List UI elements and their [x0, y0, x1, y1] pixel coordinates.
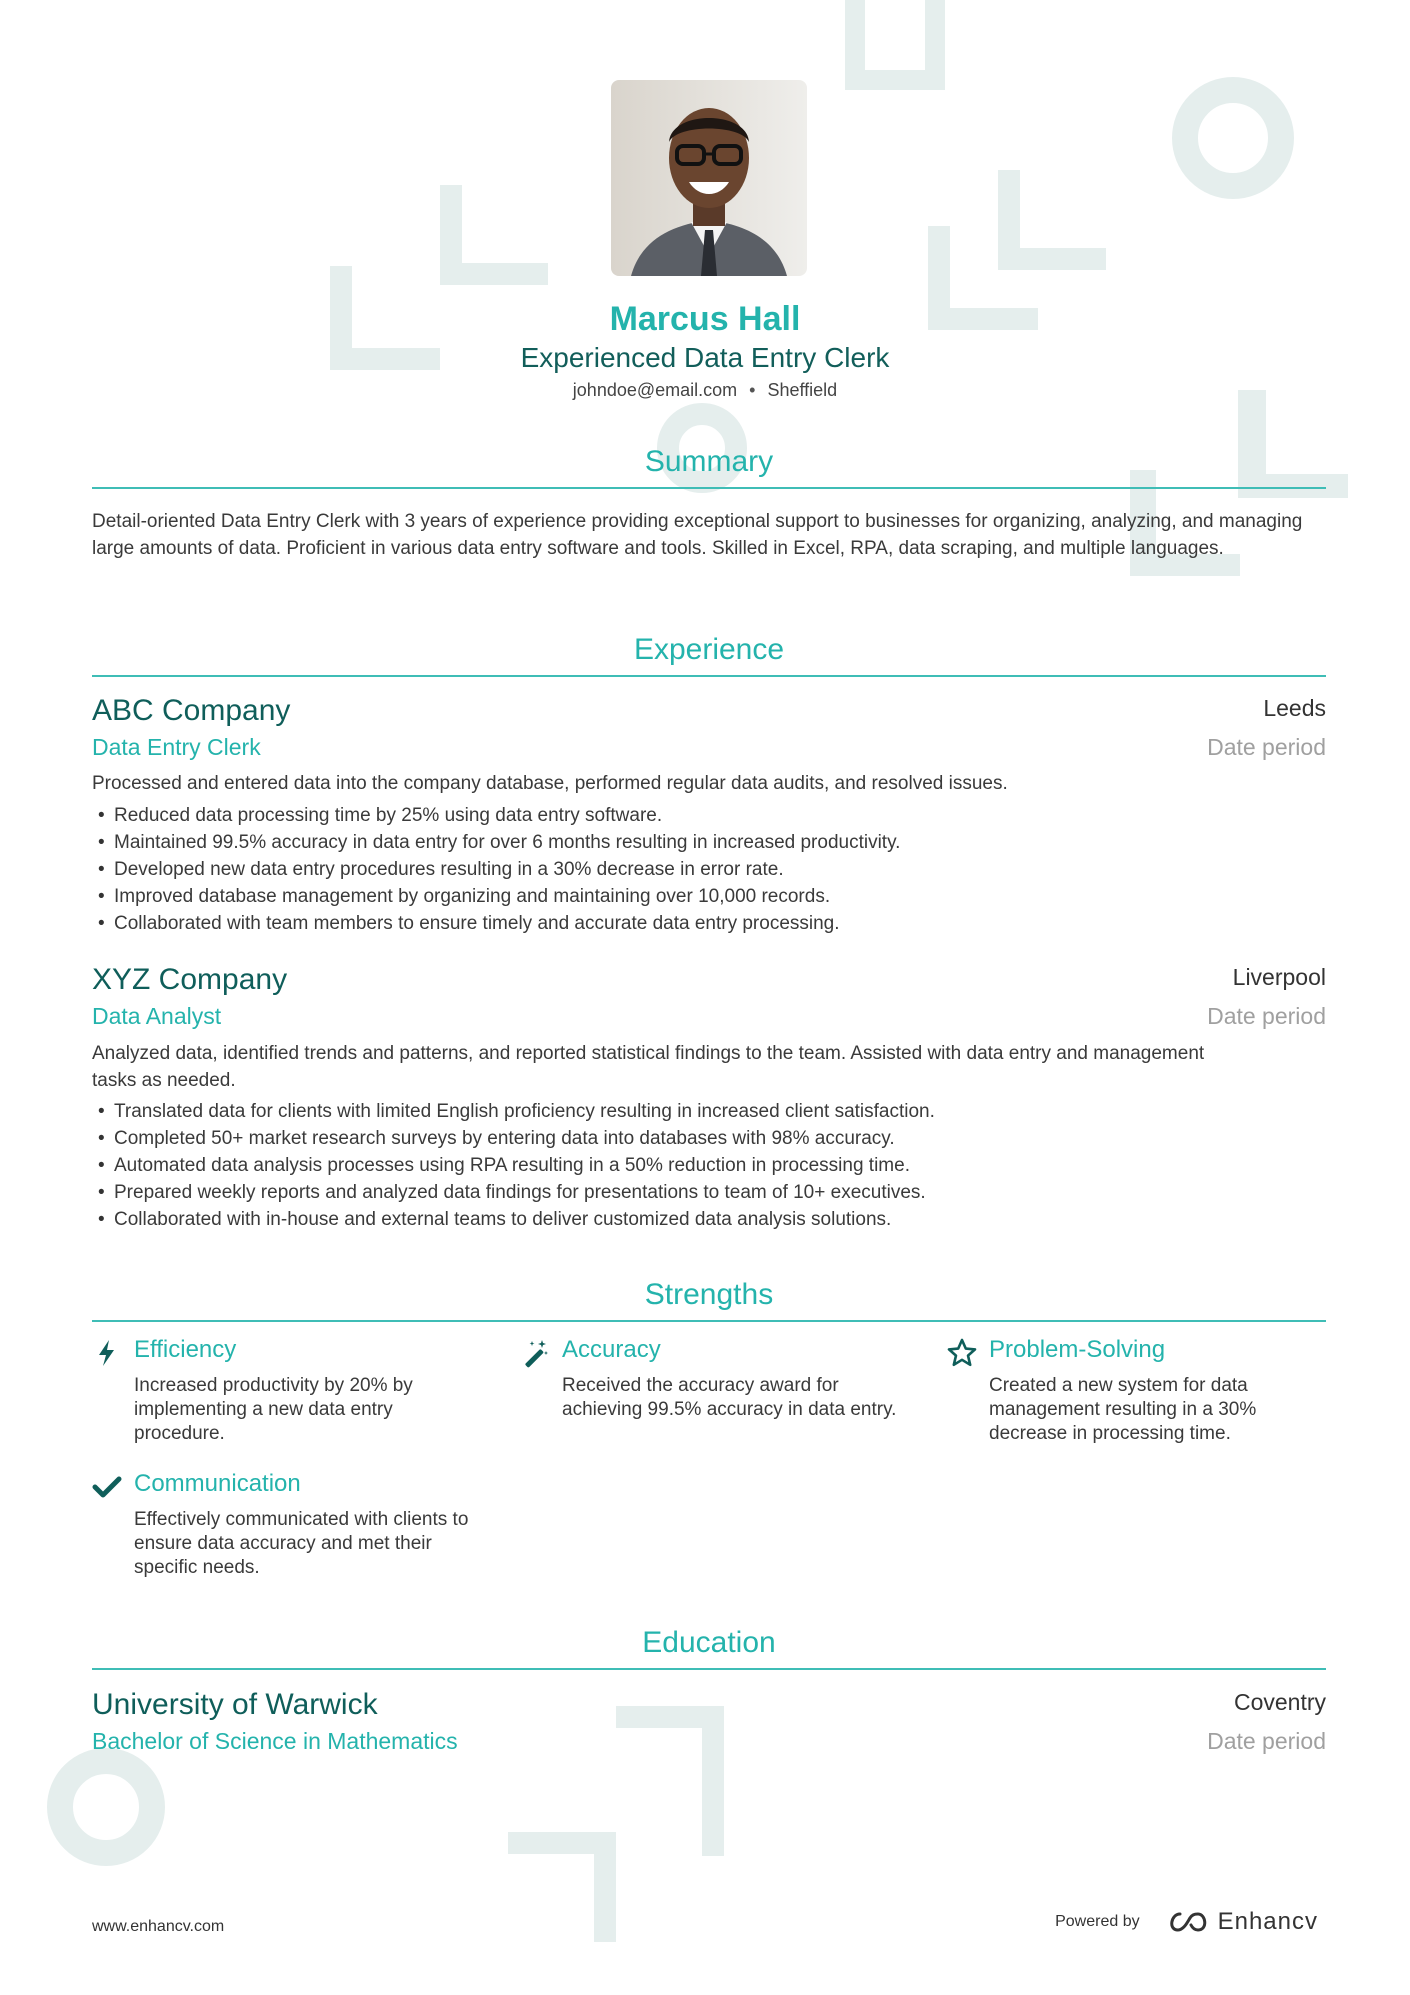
strength-description: Increased productivity by 20% by implementing a new data entry procedure. — [134, 1375, 413, 1444]
job-description: Processed and entered data into the company database, performed regular data audits, and resolved issues. — [92, 773, 1008, 794]
powered-by-label: Powered by — [1055, 1913, 1140, 1930]
strength-title: Efficiency — [134, 1336, 237, 1363]
job-bullets — [92, 1098, 1326, 1233]
strength-description: Effectively communicated with clients to ensure data accuracy and met their specific needs. — [134, 1509, 469, 1578]
job-period: Date period — [1207, 734, 1326, 760]
job-location: Leeds — [1263, 695, 1326, 721]
job-bullet: • Collaborated with in-house and external teams to deliver customized data analysis solutions. — [92, 1206, 1326, 1233]
footer-website[interactable]: www.enhancv.com — [92, 1918, 225, 1935]
strength-title: Communication — [134, 1470, 301, 1497]
candidate-name: Marcus Hall — [609, 300, 801, 338]
job-bullet: • Completed 50+ market research surveys by entering data into databases with 98% accuracy. — [92, 1125, 1326, 1152]
job-bullet: • Developed new data entry procedures resulting in a 30% decrease in error rate. — [92, 856, 1326, 883]
brand-name: Enhancv — [1217, 1908, 1318, 1935]
location-text: Sheffield — [767, 380, 838, 400]
star-icon — [947, 1338, 977, 1368]
strength-title: Accuracy — [562, 1336, 661, 1363]
job-bullet: • Collaborated with team members to ensure timely and accurate data entry processing. — [92, 910, 1326, 937]
job-bullets — [92, 802, 1326, 937]
job-period: Date period — [1207, 1003, 1326, 1029]
job-role: Data Entry Clerk — [92, 734, 261, 760]
strength-title: Problem-Solving — [989, 1336, 1166, 1363]
portrait-illustration — [611, 80, 807, 276]
job-company: ABC Company — [92, 694, 291, 727]
job-bullet: • Translated data for clients with limited English proficiency resulting in increased client satisfaction. — [92, 1098, 1326, 1125]
profile-photo — [611, 80, 807, 276]
enhancv-logo-icon — [1164, 1909, 1212, 1935]
magic-wand-icon — [520, 1338, 550, 1368]
education-period: Date period — [1207, 1728, 1326, 1754]
candidate-headline: Experienced Data Entry Clerk — [520, 342, 890, 373]
job-bullet: • Automated data analysis processes using RPA resulting in a 50% reduction in processing time. — [92, 1152, 1326, 1179]
education-school: University of Warwick — [92, 1688, 378, 1721]
contact-separator: • — [749, 380, 756, 400]
job-bullet: • Reduced data processing time by 25% using data entry software. — [92, 802, 1326, 829]
contact-line — [0, 380, 1410, 401]
strengths-section-title: Strengths — [92, 1278, 1326, 1322]
strength-description: Created a new system for data management resulting in a 30% decrease in processing time. — [989, 1375, 1257, 1444]
strength-description: Received the accuracy award for achieving 99.5% accuracy in data entry. — [562, 1375, 897, 1420]
email-text: johndoe@email.com — [572, 380, 738, 400]
job-bullet: • Improved database management by organizing and maintaining over 10,000 records. — [92, 883, 1326, 910]
education-location: Coventry — [1233, 1689, 1326, 1715]
education-section-title: Education — [92, 1626, 1326, 1670]
education-degree: Bachelor of Science in Mathematics — [92, 1728, 458, 1754]
lightning-bolt-icon — [92, 1338, 122, 1368]
experience-section-title: Experience — [92, 633, 1326, 677]
summary-text: Detail-oriented Data Entry Clerk with 3 years of experience providing exceptional support to businesses for organizing, analyzing, and managing large amounts of data. Proficient in various data entry software and tools. Skilled in Excel, RPA, data scraping, and multiple languages. — [92, 511, 1303, 559]
summary-section-title: Summary — [92, 445, 1326, 489]
job-bullet: • Prepared weekly reports and analyzed data findings for presentations to team of 10+ executives. — [92, 1179, 1326, 1206]
job-location: Liverpool — [1232, 964, 1326, 990]
job-bullet: • Maintained 99.5% accuracy in data entry for over 6 months resulting in increased productivity. — [92, 829, 1326, 856]
checkmark-icon — [92, 1472, 122, 1502]
job-company: XYZ Company — [92, 963, 288, 996]
footer-branding — [1055, 1908, 1318, 1936]
job-role: Data Analyst — [92, 1003, 222, 1029]
job-description: Analyzed data, identified trends and patterns, and reported statistical findings to the team. Assisted with data entry and management tasks as needed. — [92, 1043, 1205, 1091]
